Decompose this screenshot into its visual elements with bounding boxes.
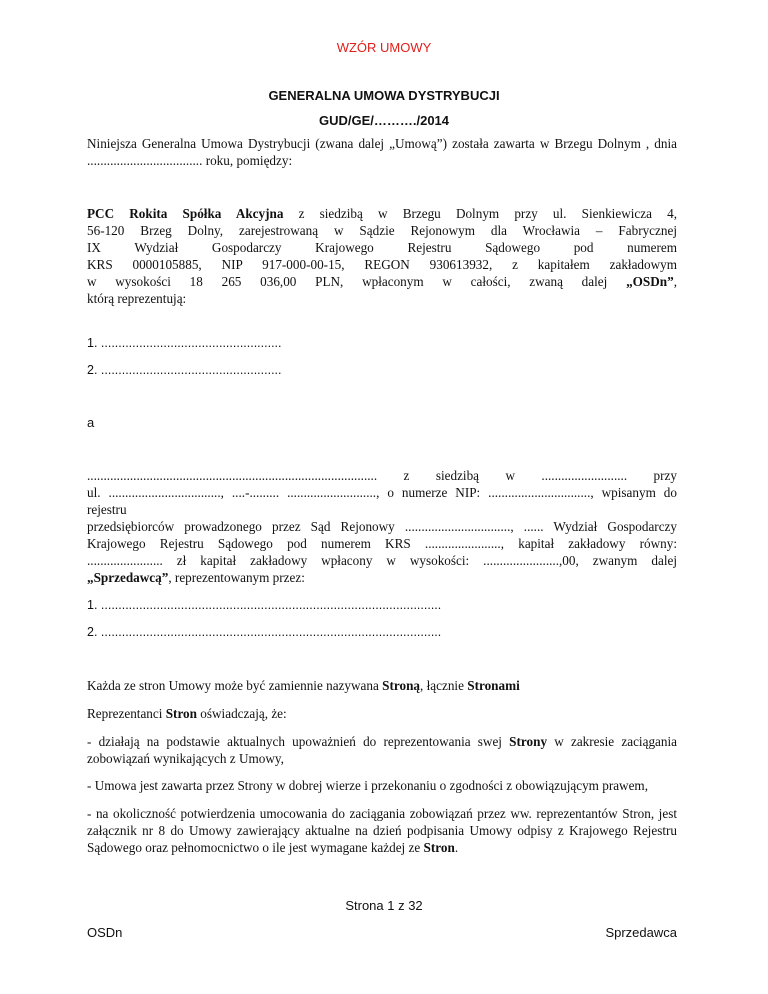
party2-alias: „Sprzedawcą”: [87, 570, 169, 585]
party2-line: ........................................................................................ z siedzibą w .......................... przy: [87, 468, 677, 483]
clause-good-faith: - Umowa jest zawarta przez Strony w dobrej wierze i przekonaniu o zgodności z obowiązującym prawem,: [87, 778, 648, 793]
clause-text: w zakresie zaciągania zobowiązań wynikających z Umowy,: [87, 734, 677, 766]
intro-paragraph: [87, 135, 677, 169]
clause-representatives: [87, 705, 677, 722]
clause-authorization: [87, 733, 677, 767]
clause-term: Strony: [509, 734, 548, 749]
clause-text: , łącznie: [420, 678, 468, 693]
clause-term: Stron: [165, 706, 197, 721]
party1-line-text: z siedzibą w Brzegu Dolnym przy ul. Sienkiewicza 4,: [298, 206, 677, 221]
party2-line: [87, 569, 677, 586]
clause-text: - na okoliczność potwierdzenia umocowania do zaciągania zobowiązań przez ww. reprezentantów Stron, jest załącznik nr 8 do Umowy zawierający aktualne na dzień podpisania Umowy odpisy z Krajowego Rejestru Sądowego oraz pełnomocnictwo o ile jest wymagane każdej ze: [87, 806, 677, 855]
conjunction: a: [87, 415, 95, 430]
party1-line-text: w wysokości 18 265 036,00 PLN, wpłaconym w całości, zwaną dalej: [87, 274, 608, 289]
clause-term: Stroną: [382, 678, 421, 693]
contract-number: GUD/GE/………./2014: [318, 113, 450, 128]
party2-rep-1: 1. ..................................................................................................: [87, 598, 442, 612]
party2-paragraph: [87, 467, 677, 586]
party1-line: KRS 0000105885, NIP 917-000-00-15, REGON 930613932, z kapitałem zakładowym: [87, 257, 677, 272]
party2-line-text: , reprezentowanym przez:: [168, 570, 305, 585]
page-number: Strona 1 z 32: [345, 898, 423, 913]
party2-line: przedsiębiorców prowadzonego przez Sąd Rejonowy ................................, ...... Wydział Gospodarczy: [87, 519, 677, 534]
party1-rep-2: 2. ....................................................: [87, 363, 282, 377]
party1-line-text: ,: [673, 274, 678, 289]
clause-parties-naming: [87, 677, 677, 694]
party1-line: [87, 273, 677, 290]
party1-line: 56-120 Brzeg Dolny, zarejestrowaną w Sądzie Rejonowym dla Wrocławia – Fabrycznej: [87, 223, 677, 238]
party1-paragraph: [87, 205, 677, 307]
footer-left-signature: OSDn: [87, 925, 123, 940]
clause-term: Stronami: [467, 678, 520, 693]
document-title: GENERALNA UMOWA DYSTRYBUCJI: [268, 88, 500, 103]
clause-text: Reprezentanci: [87, 706, 166, 721]
intro-line: Niniejsza Generalna Umowa Dystrybucji (zwana dalej „Umową”) została zawarta w Brzegu Dolnym , dnia: [87, 136, 677, 151]
party2-line: Krajowego Rejestru Sądowego pod numerem KRS ......................., kapitał zakładowy równy:: [87, 536, 677, 551]
party1-line: którą reprezentują:: [87, 291, 187, 306]
clause-text: oświadczają, że:: [197, 706, 287, 721]
party1-alias: „OSDn”: [626, 274, 674, 289]
draft-label: WZÓR UMOWY: [336, 40, 432, 55]
footer-right-signature: Sprzedawca: [605, 925, 677, 940]
party2-line: ....................... zł kapitał zakładowy wpłacony w wysokości: .......................,00, zwanym dalej: [87, 553, 677, 568]
clause-attachment: [87, 805, 677, 856]
party1-rep-1: 1. ....................................................: [87, 336, 282, 350]
clause-text: .: [454, 840, 459, 855]
party1-line: [87, 205, 677, 222]
party2-line: ul. .................................., ....-......... ..........................., o numerze NIP: ..............................., wpisanym do rejestru: [87, 485, 677, 517]
clause-text: - działają na podstawie aktualnych upoważnień do reprezentowania swej: [87, 734, 510, 749]
party1-line: IX Wydział Gospodarczy Krajowego Rejestru Sądowego pod numerem: [87, 240, 677, 255]
party2-rep-2: 2. ..................................................................................................: [87, 625, 442, 639]
clause-term: Stron: [423, 840, 455, 855]
intro-line: ................................... roku, pomiędzy:: [87, 153, 293, 168]
party1-name: PCC Rokita Spółka Akcyjna: [87, 206, 284, 221]
clause-text: Każda ze stron Umowy może być zamiennie nazywana: [87, 678, 383, 693]
